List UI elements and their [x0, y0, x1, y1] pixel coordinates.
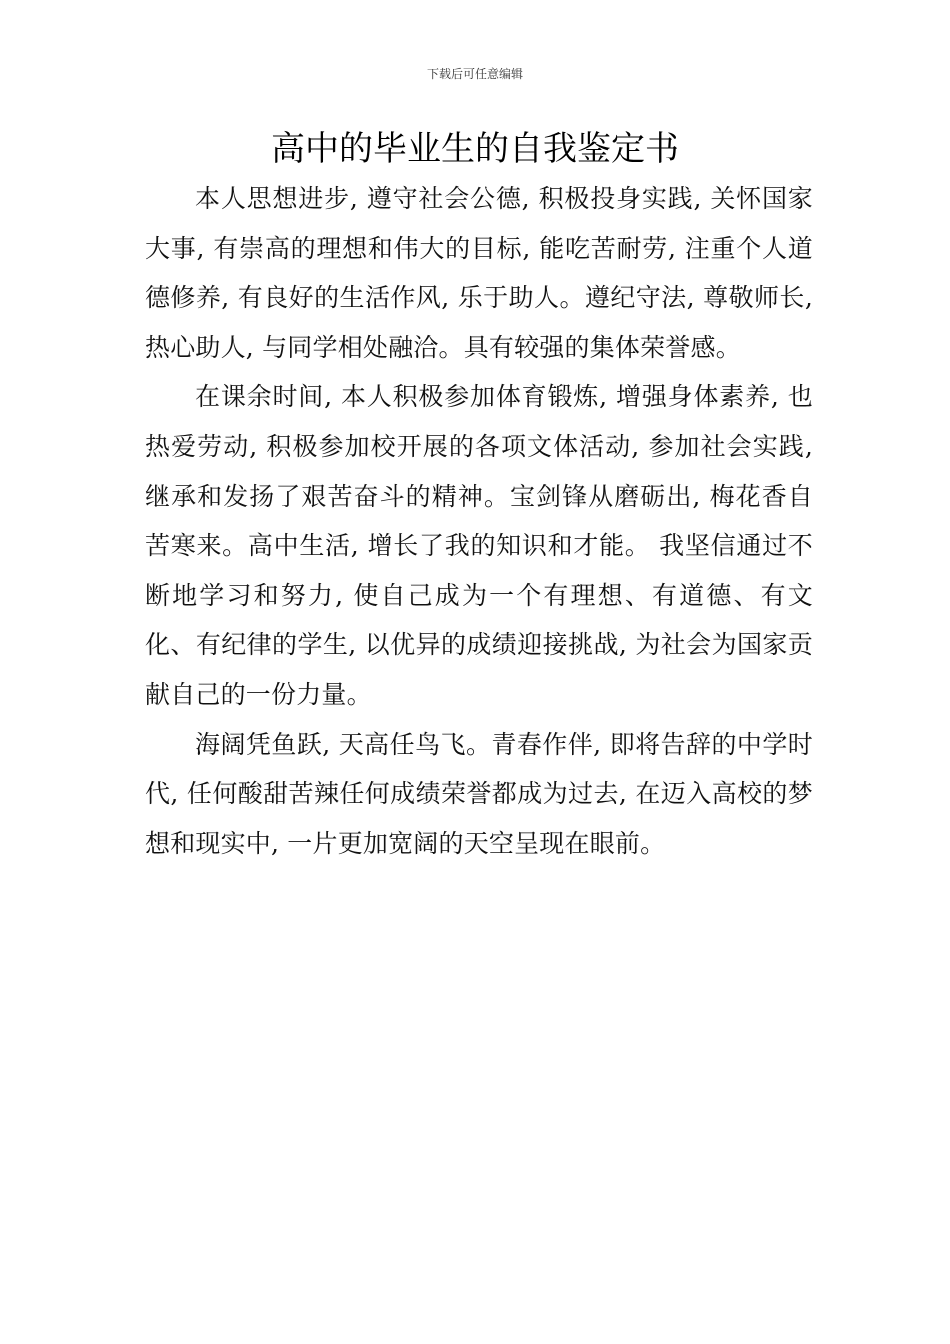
paragraph-1: 本人思想进步, 遵守社会公德, 积极投身实践, 关怀国家大事, 有崇高的理想和伟大的目标, 能吃苦耐劳, 注重个人道德修养, 有良好的生活作风, 乐于助人。遵纪守法, 尊敬师长, 热心助人, 与同学相处融洽。具有较强的集体荣誉感。 — [145, 184, 813, 362]
page-header-note: 下载后可任意编辑 — [426, 67, 523, 81]
document-body — [145, 174, 813, 868]
paragraph-2: 在课余时间, 本人积极参加体育锻炼, 增强身体素养, 也热爱劳动, 积极参加校开展的各项文体活动, 参加社会实践, 继承和发扬了艰苦奋斗的精神。宝剑锋从磨砺出, 梅花香自苦寒来。高中生活, 增长了我的知识和才能。 我坚信通过不断地学习和努力, 使自己成为一个有理想、有道德、有文化、有纪律的学生, 以优异的成绩迎接挑战, 为社会为国家贡献自己的一份力量。 — [145, 382, 813, 709]
document-title: 高中的毕业生的自我鉴定书 — [271, 129, 679, 169]
paragraph-3: 海阔凭鱼跃, 天高任鸟飞。青春作伴, 即将告辞的中学时代, 任何酸甜苦辣任何成绩荣誉都成为过去, 在迈入高校的梦想和现实中, 一片更加宽阔的天空呈现在眼前。 — [145, 729, 813, 858]
